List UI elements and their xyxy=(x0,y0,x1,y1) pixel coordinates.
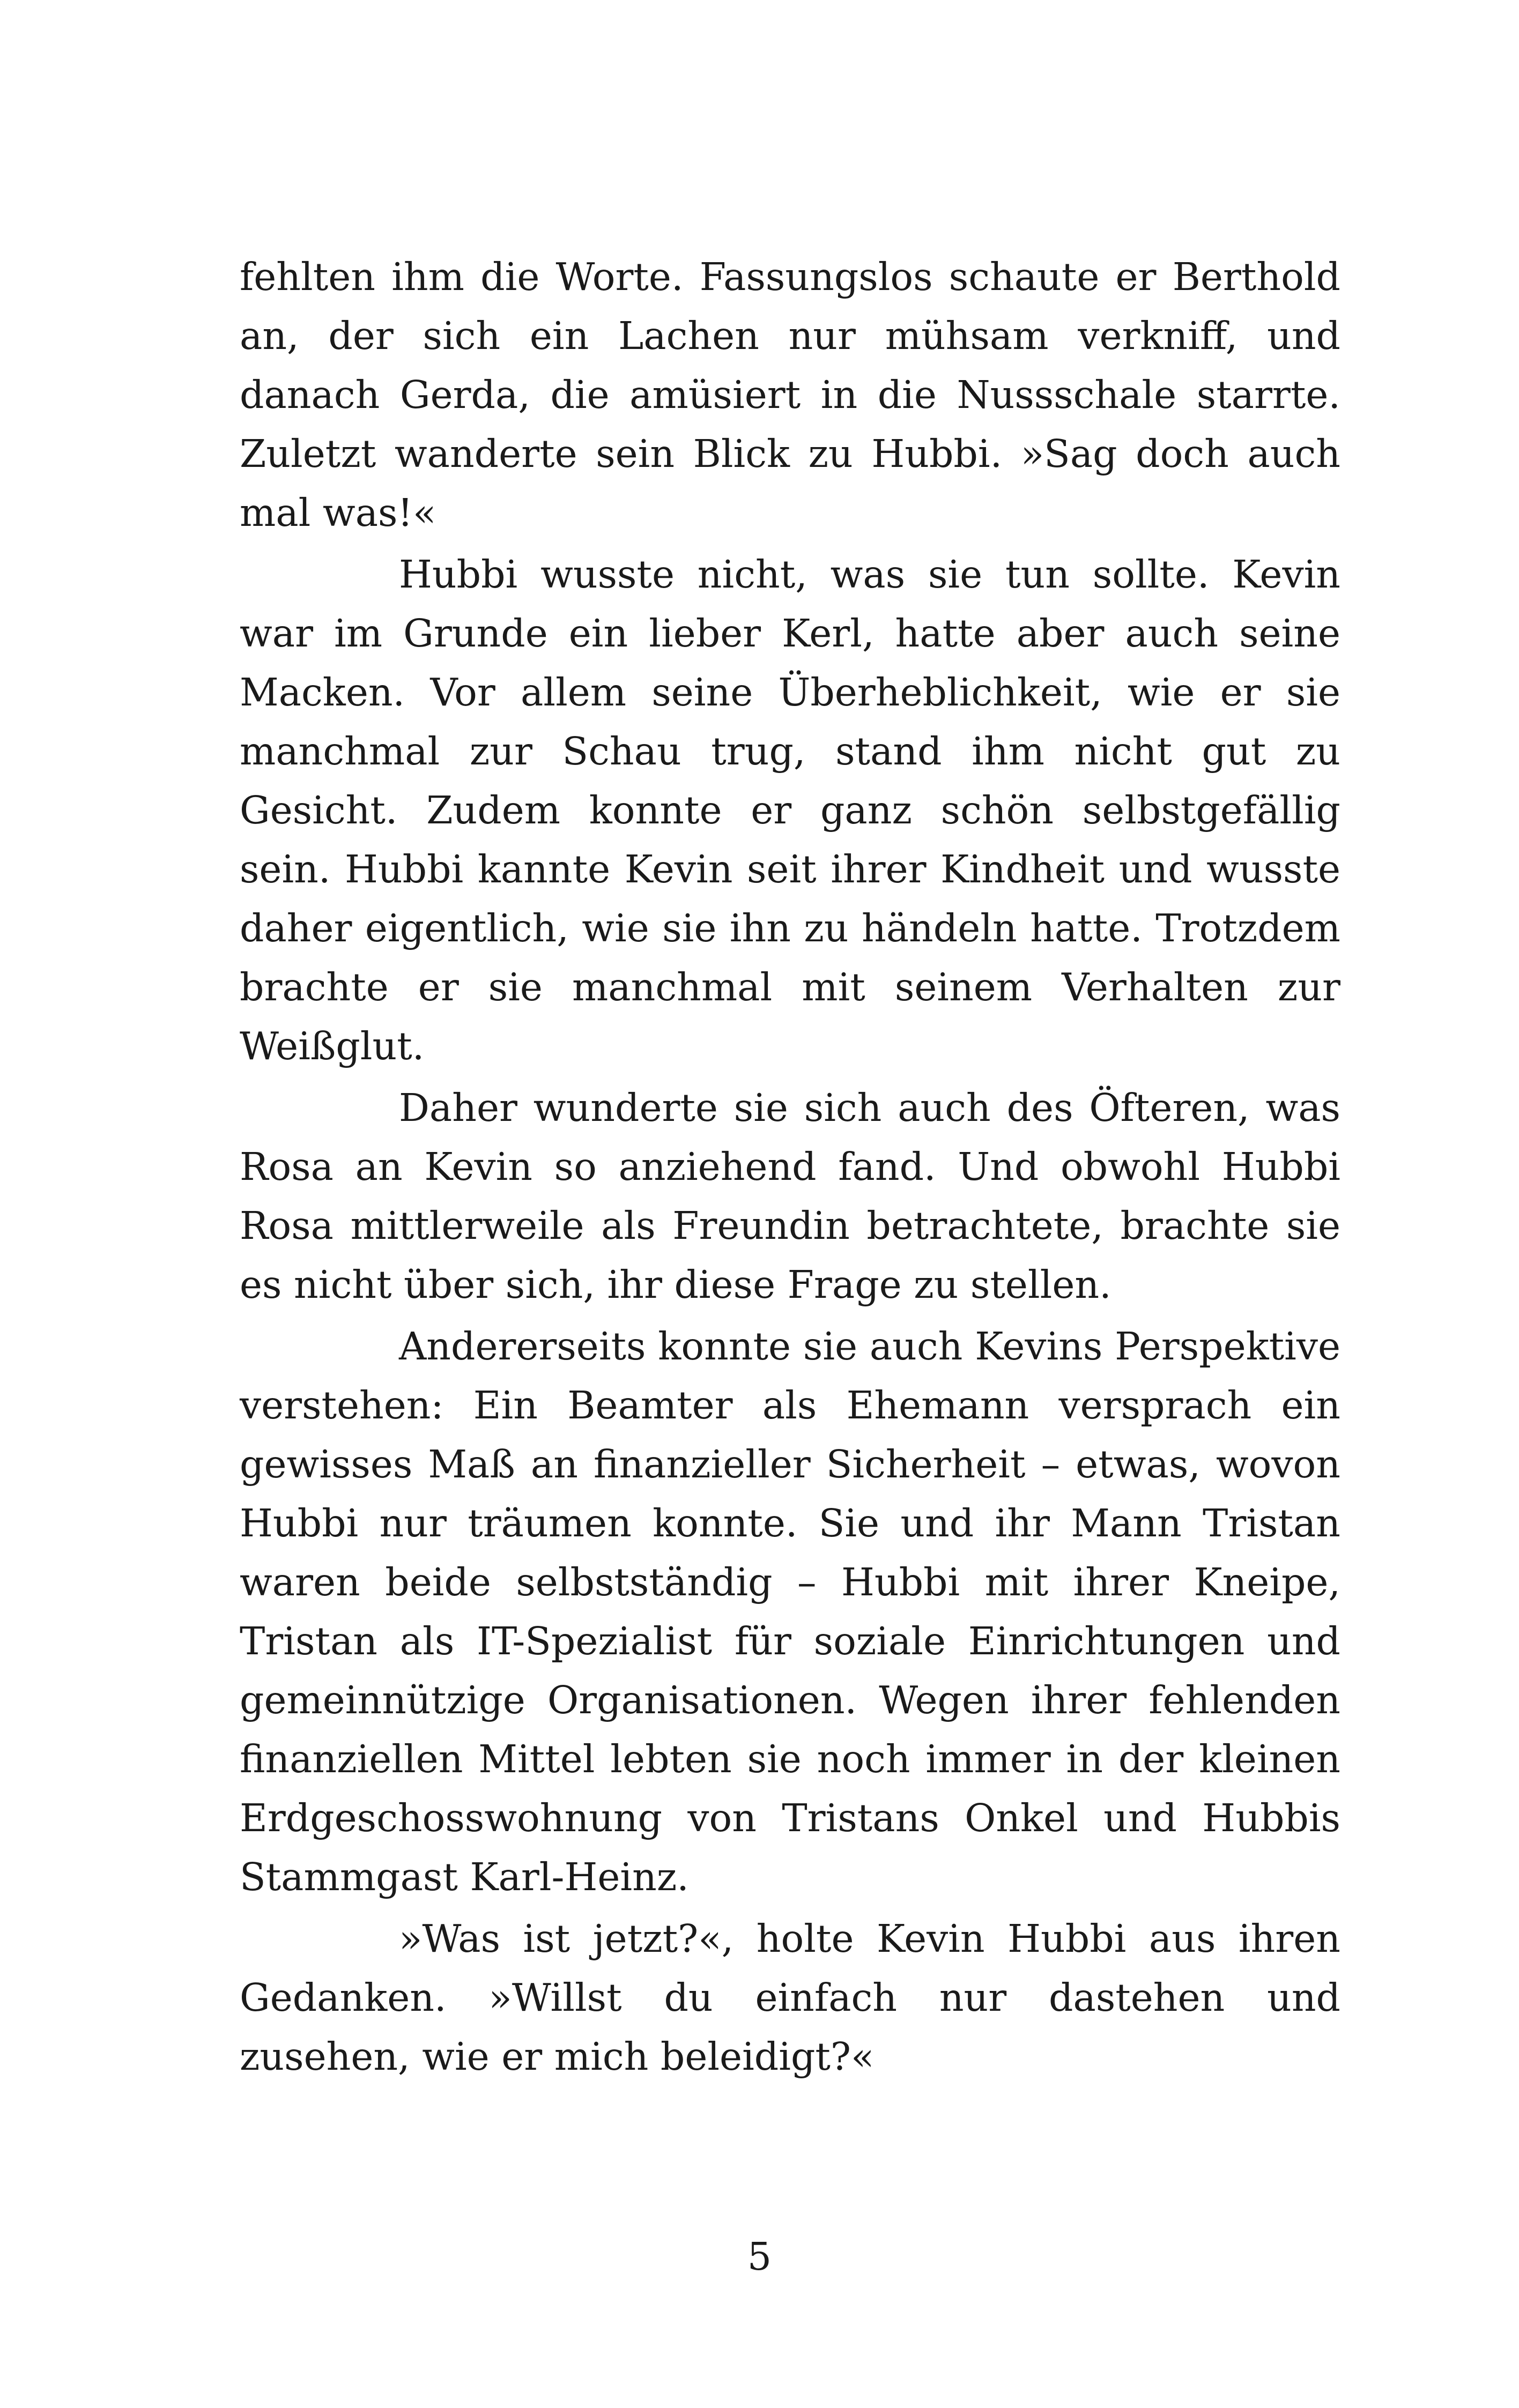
paragraph: Hubbi wusste nicht, was sie tun sollte. Kevin war im Grunde ein lieber Kerl, hatte aber auch seine Macken. Vor allem seine Überheblichkeit, wie er sie manchmal zur Schau trug, stand ihm nicht gut zu Gesicht. Zudem konnte er ganz schön selbstgefällig sein. Hubbi kannte Kevin seit ihrer Kindheit und wusste daher eigentlich, wie sie ihn zu händeln hatte. Trotzdem brachte er sie manchmal mit seinem Verhalten zur Weißglut. xyxy=(240,552,1340,1068)
paragraph: fehlten ihm die Worte. Fassungslos schaute er Berthold an, der sich ein Lachen nur mühsam verkniff, und danach Gerda, die amüsiert in die Nussschale starrte. Zuletzt wanderte sein Blick zu Hubbi. »Sag doch auch mal was!« xyxy=(240,255,1340,535)
paragraph: Daher wunderte sie sich auch des Öfteren, was Rosa an Kevin so anziehend fand. Und obwohl Hubbi Rosa mittlerweile als Freundin betrachtete, brachte sie es nicht über sich, ihr diese Frage zu stellen. xyxy=(240,1086,1340,1307)
body-text xyxy=(240,248,1340,2089)
page-number: 5 xyxy=(747,2234,772,2279)
paragraph: Andererseits konnte sie auch Kevins Perspektive verstehen: Ein Beamter als Ehemann versprach ein gewisses Maß an finanzieller Sicherheit – etwas, wovon Hubbi nur träumen konnte. Sie und ihr Mann Tristan waren beide selbstständig – Hubbi mit ihrer Kneipe, Tristan als IT-Spezialist für soziale Einrichtungen und gemeinnützige Organisationen. Wegen ihrer fehlenden finanziellen Mittel lebten sie noch immer in der kleinen Erdgeschosswohnung von Tristans Onkel und Hubbis Stammgast Karl-Heinz. xyxy=(240,1324,1340,1899)
paragraph: »Was ist jetzt?«, holte Kevin Hubbi aus ihren Gedanken. »Willst du einfach nur dastehen und zusehen, wie er mich beleidigt?« xyxy=(240,1916,1340,2079)
